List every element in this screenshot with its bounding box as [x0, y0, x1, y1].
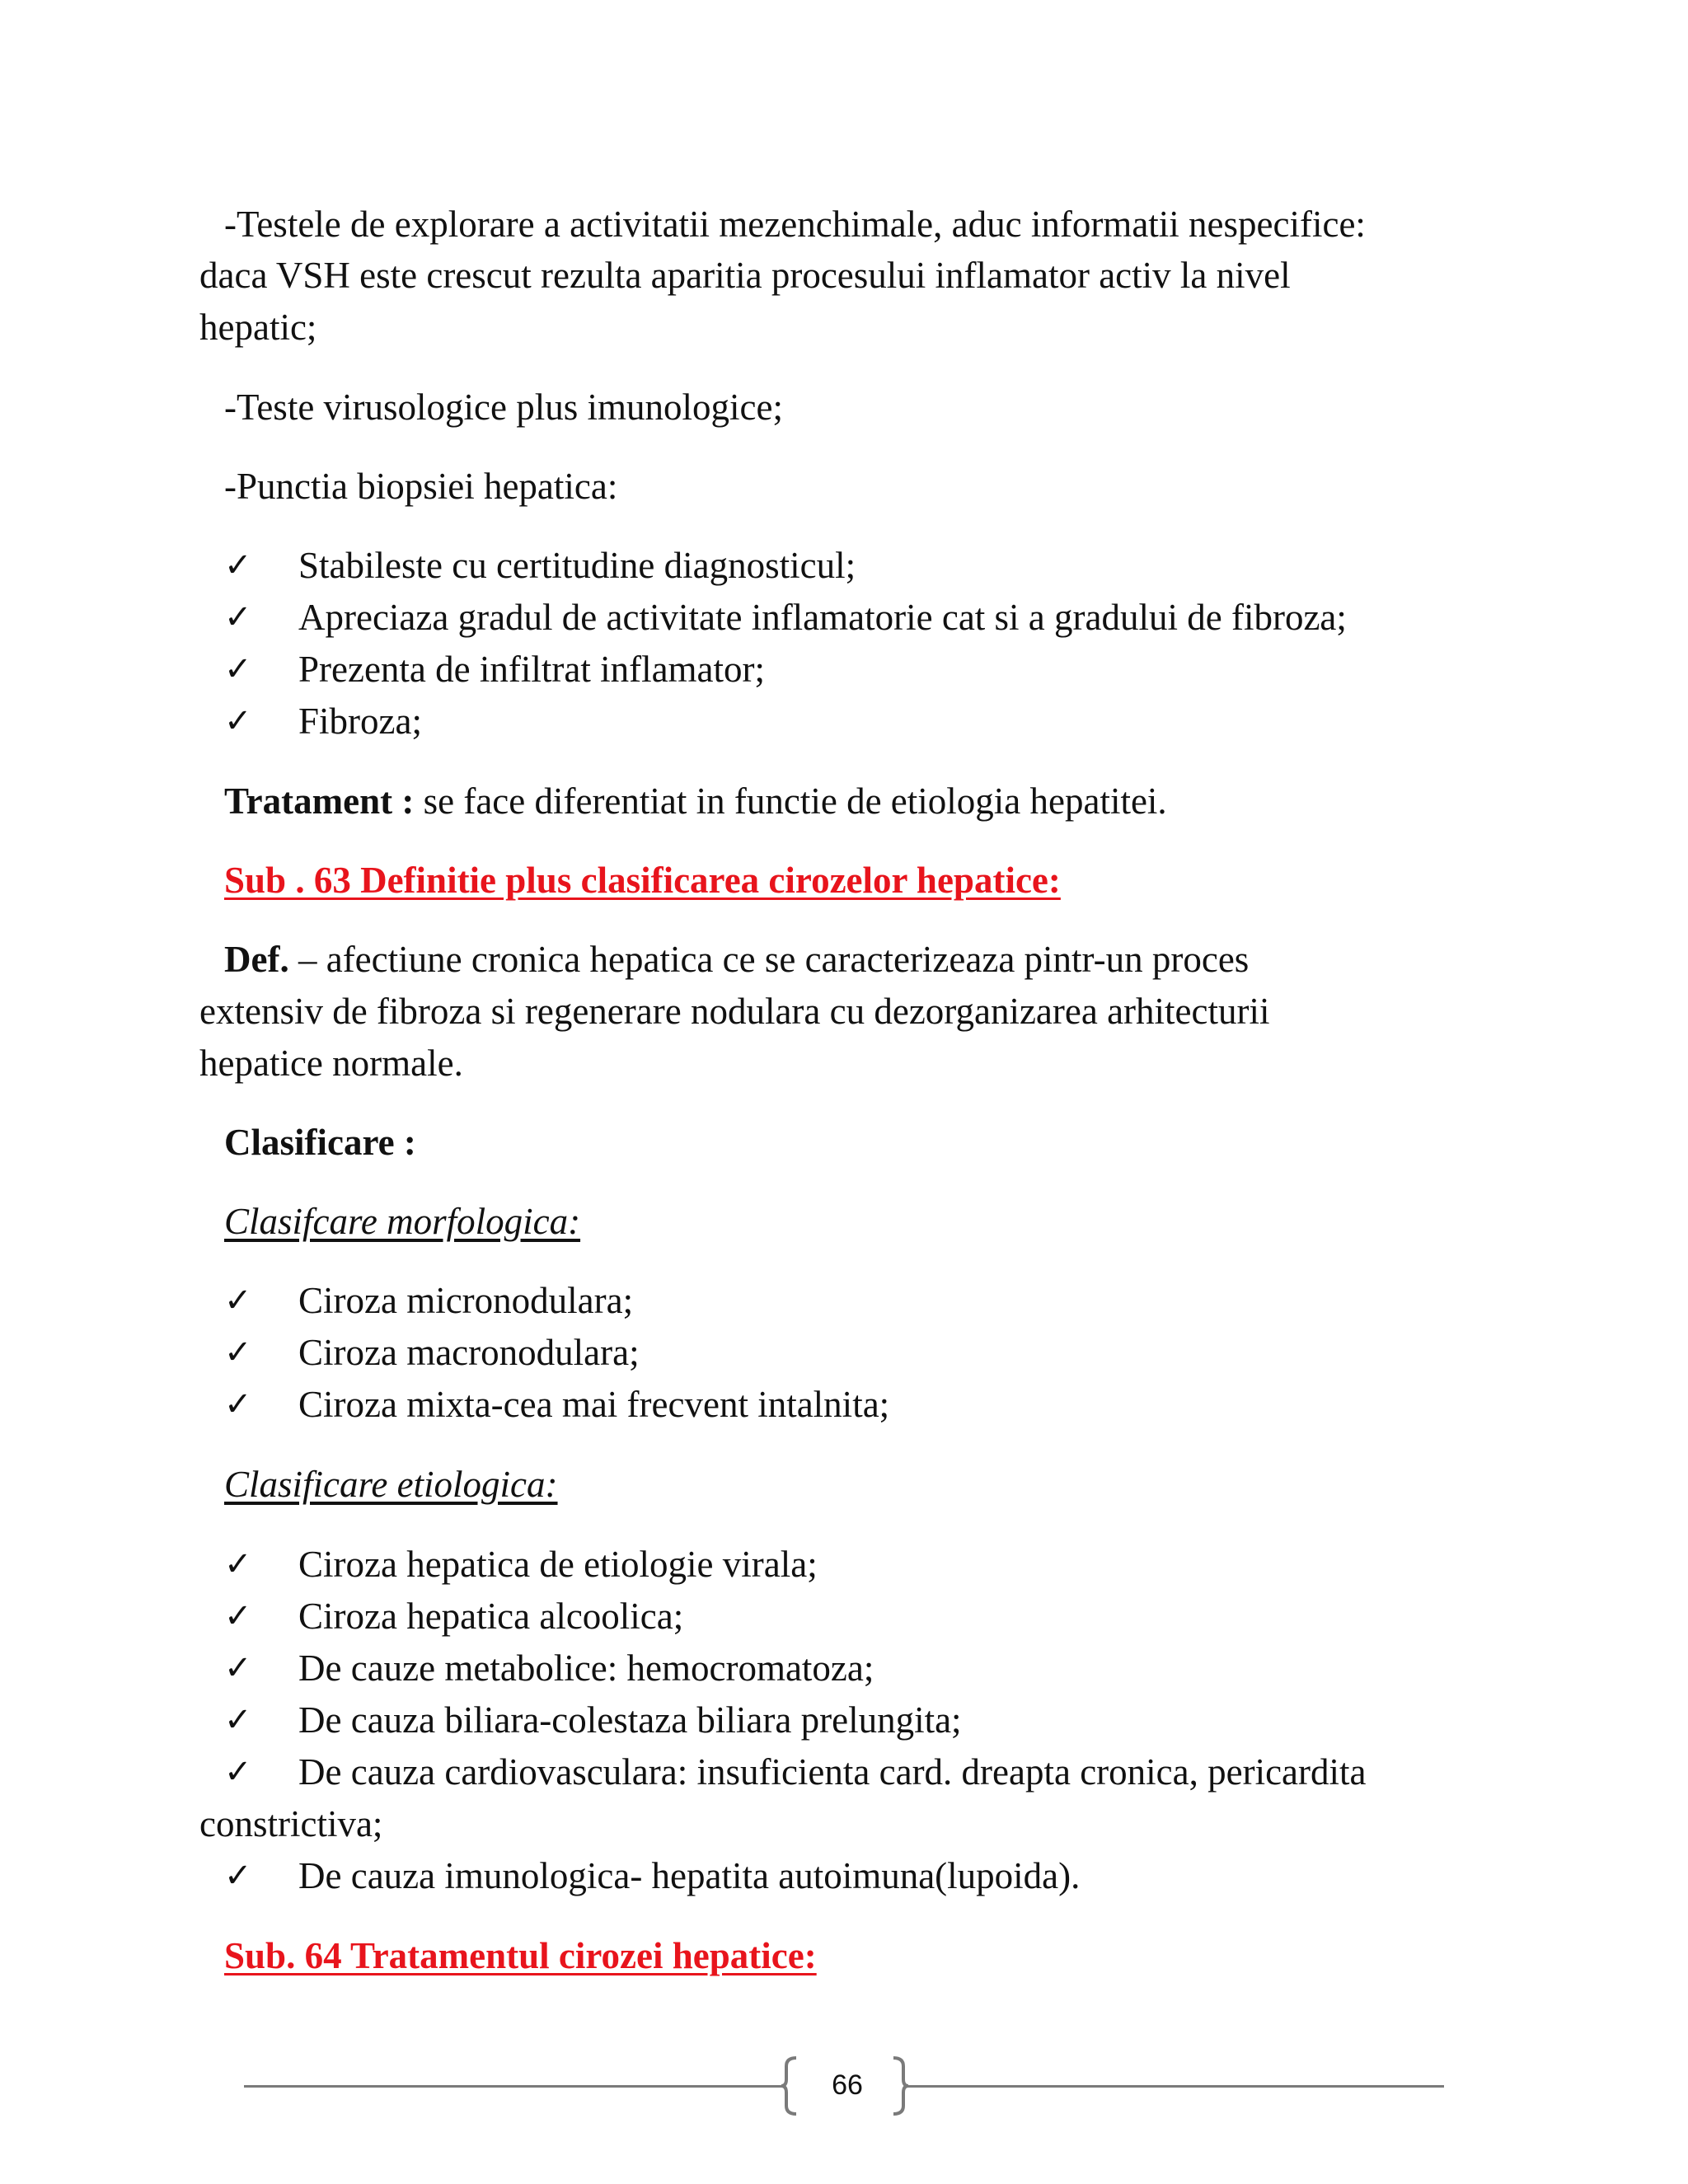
checkmark-icon: ✓	[224, 1649, 252, 1687]
paragraph-biopsy: -Punctia biopsiei hepatica:	[224, 466, 618, 507]
page-number: 66	[832, 2069, 863, 2101]
checkmark-icon: ✓	[224, 1753, 252, 1791]
checkmark-icon: ✓	[224, 1545, 252, 1583]
footer-rule-left	[244, 2085, 781, 2088]
list-item-text: De cauza biliara-colestaza biliara prelungita;	[298, 1699, 962, 1741]
list-item-text: Prezenta de infiltrat inflamator;	[298, 649, 766, 690]
checkmark-icon: ✓	[224, 1597, 252, 1635]
checkmark-icon: ✓	[224, 1857, 252, 1895]
list-item-text: Fibroza;	[298, 701, 422, 742]
classification-label: Clasificare :	[224, 1122, 416, 1163]
treatment-paragraph	[224, 775, 1556, 827]
checkmark-icon: ✓	[224, 650, 252, 688]
definition-line-2: extensiv de fibroza si regenerare nodulara cu dezorganizarea arhitecturii	[199, 991, 1270, 1032]
section-heading-63	[224, 854, 1556, 907]
list-item-continuation: constrictiva;	[199, 1803, 383, 1844]
paragraph-mesenchymal-line-3: hepatic;	[199, 307, 317, 348]
checkmark-icon: ✓	[224, 598, 252, 636]
list-item-text: Ciroza macronodulara;	[298, 1332, 640, 1373]
paragraph-mesenchymal-line-2: daca VSH este crescut rezulta aparitia procesului inflamator activ la nivel	[199, 255, 1291, 296]
left-brace-icon	[781, 2056, 799, 2116]
definition-line-1	[224, 933, 1556, 986]
definition-text-1: – afectiune cronica hepatica ce se caracterizeaza pintr-un proces	[288, 939, 1250, 980]
morphological-heading-text: Clasifcare morfologica:	[224, 1201, 581, 1242]
etiological-heading-text: Clasificare etiologica:	[224, 1464, 558, 1505]
list-item-text: Stabileste cu certitudine diagnosticul;	[298, 545, 856, 586]
list-item-text: De cauza cardiovasculara: insuficienta card. dreapta cronica, pericardita	[298, 1751, 1367, 1793]
section-heading-63-text: Sub . 63 Definitie plus clasificarea cirozelor hepatice:	[224, 860, 1061, 901]
checkmark-icon: ✓	[224, 1282, 252, 1319]
checkmark-icon: ✓	[224, 546, 252, 584]
paragraph-mesenchymal-line-1: -Testele de explorare a activitatii mezenchimale, aduc informatii nespecifice:	[224, 204, 1366, 245]
section-heading-64	[224, 1929, 1556, 1982]
section-heading-64-text: Sub. 64 Tratamentul cirozei hepatice:	[224, 1935, 817, 1976]
checkmark-icon: ✓	[224, 1333, 252, 1371]
morphological-heading	[224, 1195, 1556, 1248]
list-item-text: De cauze metabolice: hemocromatoza;	[298, 1647, 874, 1689]
paragraph-virology: -Teste virusologice plus imunologice;	[224, 387, 783, 428]
etiological-heading	[224, 1458, 1556, 1511]
list-item-text: Apreciaza gradul de activitate inflamatorie cat si a gradului de fibroza;	[298, 597, 1347, 638]
list-item-text: Ciroza mixta-cea mai frecvent intalnita;	[298, 1384, 890, 1425]
treatment-label: Tratament :	[224, 780, 415, 822]
checkmark-icon: ✓	[224, 702, 252, 740]
list-item-text: De cauza imunologica- hepatita autoimuna(lupoida).	[298, 1855, 1081, 1896]
list-item-text: Ciroza micronodulara;	[298, 1280, 634, 1321]
definition-line-3: hepatice normale.	[199, 1043, 463, 1084]
right-brace-icon	[890, 2056, 908, 2116]
definition-label: Def.	[224, 939, 289, 980]
list-item-text: Ciroza hepatica de etiologie virala;	[298, 1544, 818, 1585]
footer-rule-right	[907, 2085, 1444, 2088]
checkmark-icon: ✓	[224, 1701, 252, 1739]
checkmark-icon: ✓	[224, 1385, 252, 1423]
list-item-text: Ciroza hepatica alcoolica;	[298, 1596, 684, 1637]
treatment-text: se face diferentiat in functie de etiologia hepatitei.	[414, 780, 1167, 822]
